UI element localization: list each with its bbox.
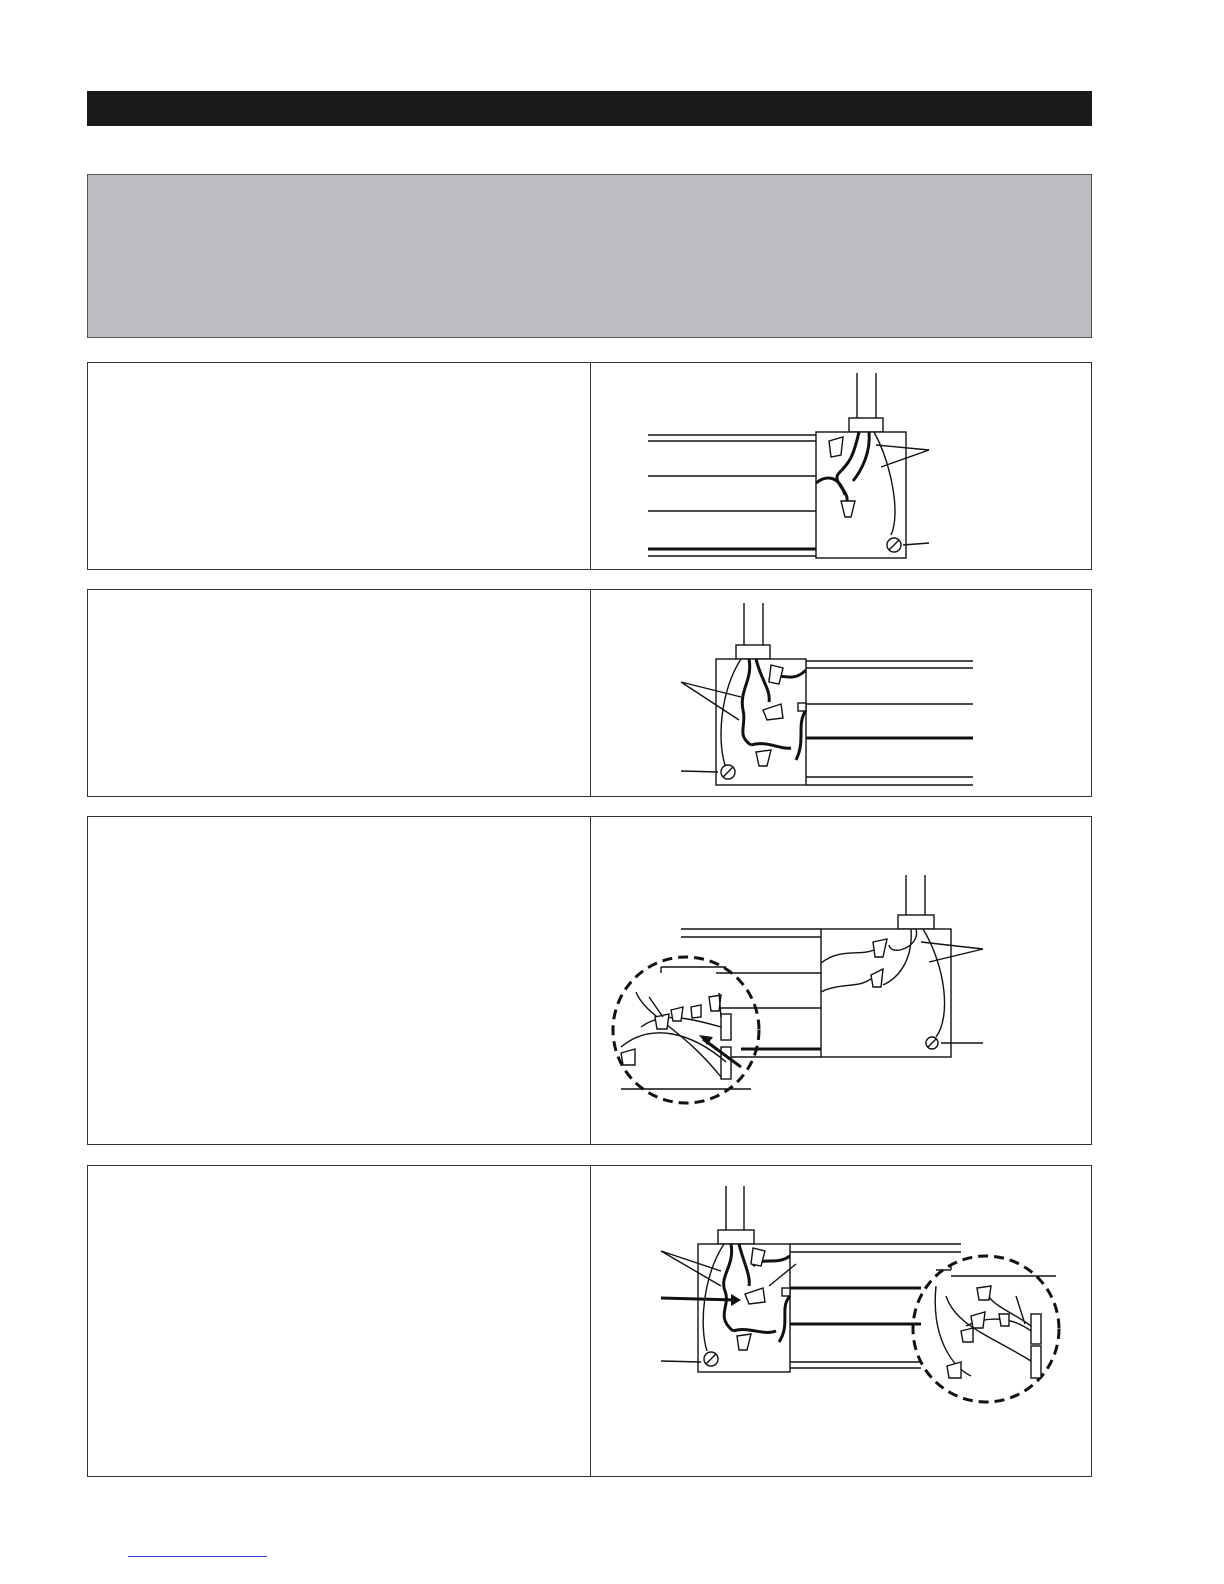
wiring-diagram-3 [591, 817, 1091, 1144]
wiring-diagram-4 [591, 1166, 1091, 1476]
wiring-diagram-1 [591, 363, 1091, 569]
step-panel-2 [87, 589, 1092, 797]
step-text-2 [88, 590, 591, 796]
wiring-diagram-2 [591, 590, 1091, 796]
step-figure-2 [591, 590, 1091, 796]
section-header-bar [87, 91, 1092, 126]
note-box [87, 174, 1092, 338]
step-text-4 [88, 1166, 591, 1476]
step-panel-4 [87, 1165, 1092, 1477]
step-panel-3 [87, 816, 1092, 1145]
step-figure-3 [591, 817, 1091, 1144]
step-figure-4 [591, 1166, 1091, 1476]
step-figure-1 [591, 363, 1091, 569]
step-panel-1 [87, 362, 1092, 570]
footer-link-underline[interactable] [128, 1556, 267, 1557]
step-text-3 [88, 817, 591, 1144]
step-text-1 [88, 363, 591, 569]
